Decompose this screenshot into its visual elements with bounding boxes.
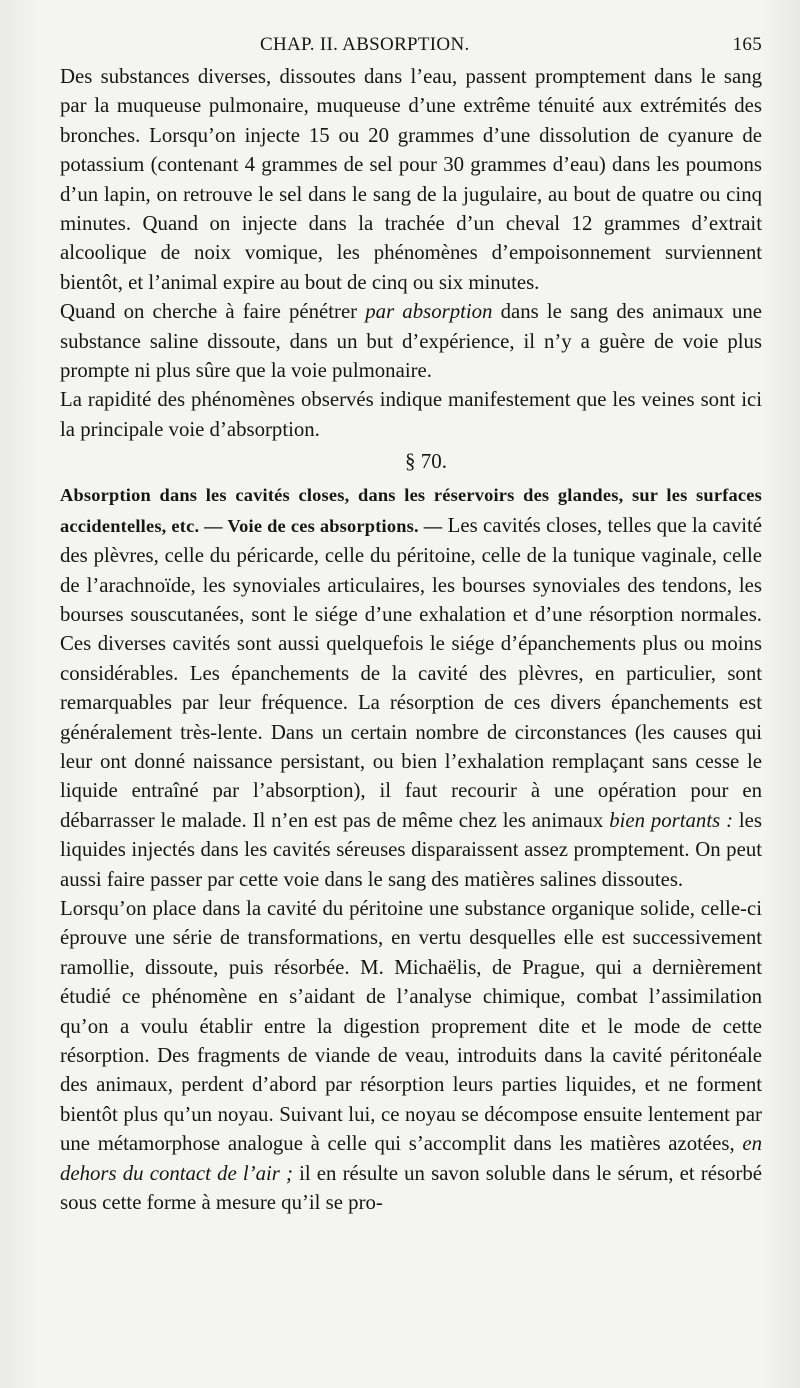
page-number: 165 [732,34,762,55]
paragraph-pulmonary-absorption: Des substances diverses, dissoutes dans l’eau, passent promptement dans le sang par la muqueuse pulmonaire, muqueuse d’une extrême ténuité aux extrémités des bronches. Lorsqu’on injecte 15 ou 20 grammes d’une dissolution de cyanure de potassium (contenant 4 grammes de sel pour 30 grammes d’eau) dans les poumons d’un lapin, on retrouve le sel dans le sang de la jugulaire, au bout de quatre ou cinq minutes. Quand on injecte dans la trachée d’un cheval 12 grammes d’extrait alcoolique de noix vomique, les phénomènes d’empoisonnement surviennent bientôt, et l’animal expire au bout de cinq ou six minutes. [60,65,762,294]
paragraph-veins: La rapidité des phénomènes observés indique manifestement que les veines sont ici la principale voie d’absorption. [60,388,762,441]
section-number: § 70. [405,449,447,474]
running-title: CHAP. II. ABSORPTION. [260,34,470,55]
running-head [60,28,762,62]
paragraph-closed-cavities [60,480,762,894]
paragraph-text: il en résulte un savon soluble dans le sérum, et résorbé sous cette forme à mesure qu’il se pro- [60,1161,762,1215]
italic-phrase: bien portants : [609,808,734,832]
paragraph-text: les liquides injectés dans les cavités séreuses disparaissent assez promptement. On peut aussi faire passer par cette voie dans le sang des matières salines dissoutes. [60,808,762,891]
italic-phrase: en dehors du contact de l’air ; [60,1132,762,1185]
italic-phrase: par absorption [365,300,493,324]
body-text [60,62,762,1217]
paragraph-text: Quand on cherche à faire pénétrer [60,300,366,324]
paragraph-text: Lorsqu’on place dans la cavité du péritoine une substance organique solide, celle-ci éprouve une série de transformations, en vertu desquelles elle est successivement ramollie, dissoute, puis résorbée. M. Michaëlis, de Prague, qui a dernièrement étudié ce phénomène en s’aidant de l’analyse chimique, combat l’assimilation qu’on a voulu établir entre la digestion proprement dite et le mode de cette résorption. Des fragments de viande de veau, introduits dans la cavité péritonéale des animaux, perdent d’abord par résorption leurs parties liquides, et ne forment bientôt plus qu’un noyau. Suivant lui, ce noyau se décompose ensuite lentement par une métamorphose analogue à celle qui s’accomplit dans les matières azotées, [60,896,762,1156]
paragraph-peritoneum [60,894,762,1217]
section-heading: Absorption dans les cavités closes, dans les réservoirs des glandes, sur les surfaces accidentelles, etc. — Voie de ces absorptions. — [60,485,762,536]
paragraph-absorption-experiment [60,297,762,385]
paragraph-text: Les cavités closes, telles que la cavité des plèvres, celle du péricarde, celle du péritoine, celle de la tunique vaginale, celle de l’arachnoïde, les synoviales articulaires, les bourses synoviales des tendons, les bourses souscutanées, sont le siége d’une exhalation et d’une résorption normales. Ces diverses cavités sont aussi quelquefois le siége d’épanchements plus ou moins considérables. Les épanchements de la cavité des plèvres, en particulier, sont remarquables par leur fréquence. La résorption de ces divers épanchements est généralement très-lente. Dans un certain nombre de circonstances (les causes qui leur ont donné naissance persistant, ou bien l’exhalation remplaçant sans cesse le liquide entraîné par l’absorption), il faut recourir à une opération pour en débarrasser le malade. Il n’en est pas de même chez les animaux [60,513,762,832]
paragraph-text: dans le sang des animaux une substance saline dissoute, dans un but d’expérience, il n’y a guère de voie plus prompte ni plus sûre que la voie pulmonaire. [60,300,762,383]
